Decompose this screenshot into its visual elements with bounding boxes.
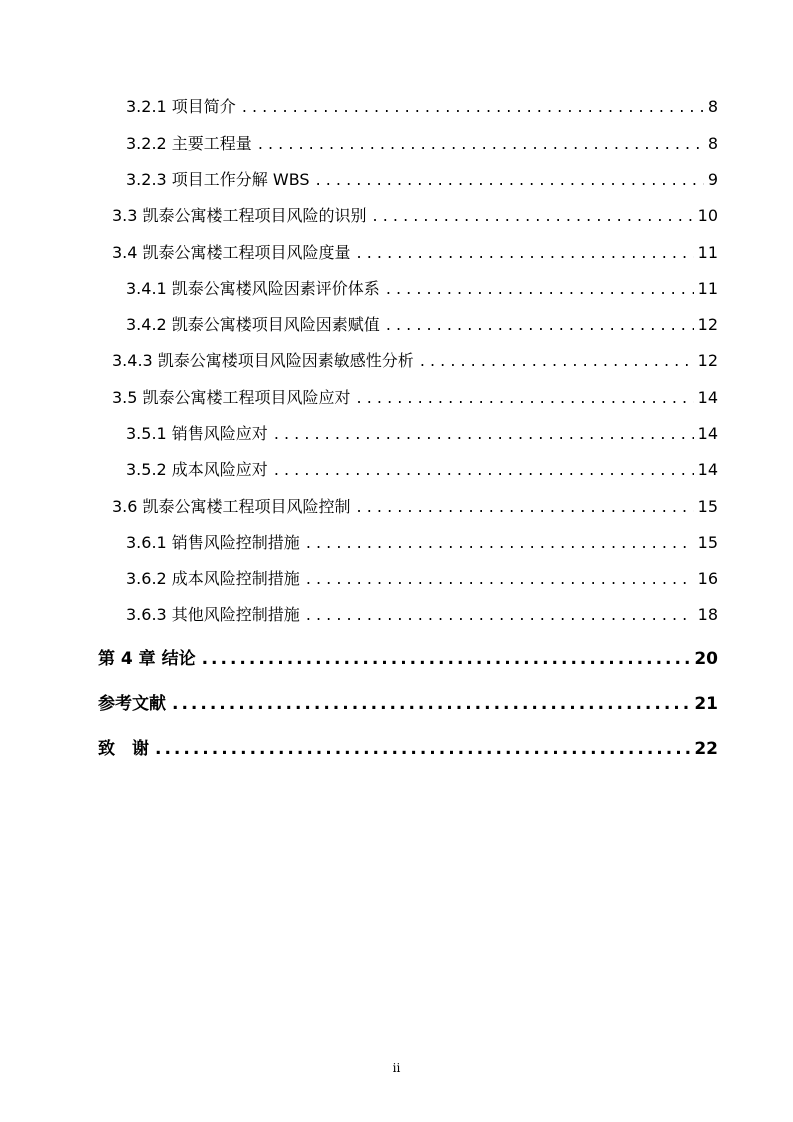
toc-entry-page: 11 — [697, 279, 718, 298]
toc-entry-page: 9 — [707, 170, 718, 189]
toc-entry[interactable] — [126, 133, 718, 155]
toc-entry[interactable] — [126, 169, 718, 191]
toc-dot-leader — [274, 459, 694, 481]
toc-entry-label: 3.4.2 凯泰公寓楼项目风险因素赋值 — [126, 315, 380, 334]
toc-entry-page: 12 — [697, 351, 718, 370]
toc-entry-page: 11 — [697, 243, 718, 262]
toc-entry-label: 3.6.1 销售风险控制措施 — [126, 533, 300, 552]
toc-entry-label: 3.5.2 成本风险应对 — [126, 460, 268, 479]
page-number-footer: ii — [392, 1061, 401, 1075]
toc-dot-leader — [386, 278, 694, 300]
toc-dot-leader — [373, 205, 694, 227]
toc-entry-label: 3.2.3 项目工作分解 WBS — [126, 170, 310, 189]
toc-dot-leader — [357, 496, 694, 518]
toc-dot-leader — [386, 314, 694, 336]
toc-entry[interactable] — [126, 96, 718, 118]
toc-entry[interactable] — [126, 568, 718, 590]
toc-dot-leader — [306, 604, 694, 626]
toc-entry-label: 3.4 凯泰公寓楼工程项目风险度量 — [112, 243, 351, 262]
toc-entry-page: 8 — [707, 97, 718, 116]
toc-entry-label: 3.2.2 主要工程量 — [126, 134, 252, 153]
toc-chapter-page: 22 — [694, 739, 718, 759]
toc-dot-leader — [316, 169, 704, 191]
toc-chapter-label: 致 谢 — [98, 739, 149, 759]
toc-entry[interactable] — [126, 314, 718, 336]
toc-entry[interactable] — [112, 387, 718, 409]
toc-chapter-label: 第 4 章 结论 — [98, 649, 196, 669]
toc-chapter-entry[interactable] — [98, 693, 718, 715]
toc-dot-leader — [202, 648, 691, 670]
toc-entry-page: 18 — [697, 605, 718, 624]
toc-entry[interactable] — [112, 205, 718, 227]
toc-dot-leader — [258, 133, 704, 155]
toc-entry-page: 14 — [697, 388, 718, 407]
toc-dot-leader — [306, 532, 694, 554]
toc-entry-page: 10 — [697, 206, 718, 225]
toc-dot-leader — [420, 350, 694, 372]
toc-entry[interactable] — [126, 423, 718, 445]
toc-chapter-page: 20 — [694, 649, 718, 669]
toc-entry-page: 12 — [697, 315, 718, 334]
toc-entry-page: 15 — [697, 533, 718, 552]
toc-entry[interactable] — [112, 242, 718, 264]
toc-entry-label: 3.5 凯泰公寓楼工程项目风险应对 — [112, 388, 351, 407]
toc-dot-leader — [155, 738, 690, 760]
toc-entry[interactable] — [112, 350, 718, 372]
toc-entry-label: 3.2.1 项目简介 — [126, 97, 236, 116]
toc-entry-page: 16 — [697, 569, 718, 588]
toc-entry-label: 3.6 凯泰公寓楼工程项目风险控制 — [112, 497, 351, 516]
toc-entry-page: 8 — [707, 134, 718, 153]
toc-entry[interactable] — [126, 532, 718, 554]
toc-chapter-label: 参考文献 — [98, 694, 166, 714]
toc-chapter-entry[interactable] — [98, 648, 718, 670]
toc-entry-label: 3.6.3 其他风险控制措施 — [126, 605, 300, 624]
toc-entry-label: 3.4.3 凯泰公寓楼项目风险因素敏感性分析 — [112, 351, 414, 370]
toc-dot-leader — [306, 568, 694, 590]
toc-entry-page: 15 — [697, 497, 718, 516]
toc-entry[interactable] — [112, 496, 718, 518]
toc-dot-leader — [357, 387, 694, 409]
toc-entry-label: 3.3 凯泰公寓楼工程项目风险的识别 — [112, 206, 367, 225]
toc-dot-leader — [172, 693, 690, 715]
toc-entry[interactable] — [126, 604, 718, 626]
toc-dot-leader — [274, 423, 694, 445]
toc-dot-leader — [357, 242, 694, 264]
toc-chapter-entry[interactable] — [98, 738, 718, 760]
toc-entry-page: 14 — [697, 460, 718, 479]
toc-entry-label: 3.4.1 凯泰公寓楼风险因素评价体系 — [126, 279, 380, 298]
toc-chapter-page: 21 — [694, 694, 718, 714]
toc-dot-leader — [242, 96, 704, 118]
toc-entry-label: 3.5.1 销售风险应对 — [126, 424, 268, 443]
toc-entry[interactable] — [126, 459, 718, 481]
toc-entry-label: 3.6.2 成本风险控制措施 — [126, 569, 300, 588]
toc-entry[interactable] — [126, 278, 718, 300]
toc-entry-page: 14 — [697, 424, 718, 443]
